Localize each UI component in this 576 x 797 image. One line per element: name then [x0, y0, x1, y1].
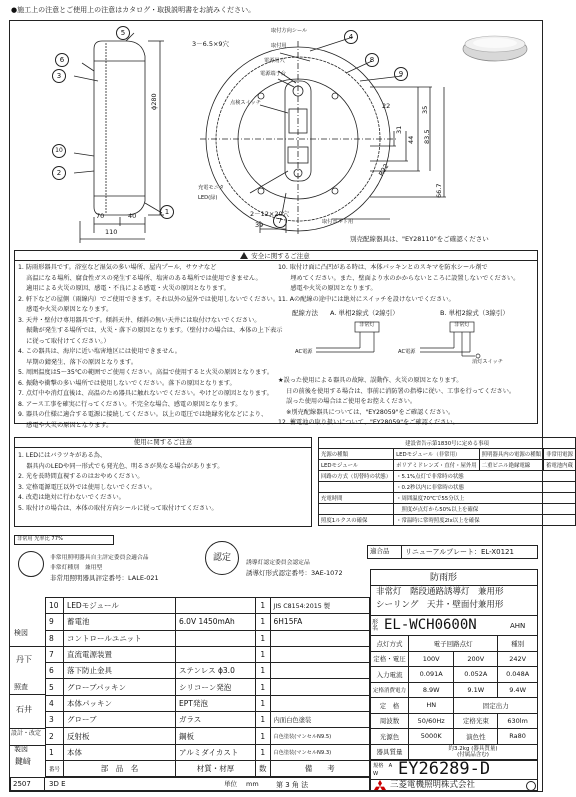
wiring-a-title: A. 単相2線式（2線引） — [330, 309, 399, 317]
renewal-label: 適合品 — [370, 547, 390, 555]
conformity-cell: 二重ピニル絶縁電線 — [479, 460, 543, 471]
spec-small: 規格 A — [373, 763, 393, 769]
label-power-hole: 電源用穴 — [264, 58, 285, 64]
safety-title: 安全に関するご注意 — [190, 252, 360, 260]
spec-value: 100V — [409, 651, 454, 667]
spec-label: 定格消費電力 — [371, 682, 409, 698]
model-number: EL-WCH0600N — [384, 617, 477, 633]
usage-list: 1. LEDにはバラツキがある為、 器具内のLEDや同一形式でも発光色、明るさが異なる場合があります。 2. 光を長時間直視するのはおやめください。 3. 定格電源電圧以外では使用しないでください。 4. 改造は絶対に行わないでください。 5. 取付けの場合は、本体の取付方向シールに従って取付けてください。 — [18, 452, 224, 512]
conformity-header: LEDモジュール（非常用） — [394, 449, 480, 460]
dim-31: 31 — [395, 125, 403, 134]
spec-value: 電子回路点灯 — [409, 636, 498, 652]
label-guide-seal: 取付方向シール — [271, 28, 308, 34]
cert-std3: 非常用照明器具評定番号：LALE-021 — [50, 574, 159, 582]
spec-value: 固定出力 — [454, 698, 538, 714]
spec-label: 演色性 — [454, 729, 498, 745]
dim-110: 110 — [105, 228, 118, 236]
label-bolt-hole: 取付ボルト用 — [322, 219, 354, 225]
parts-row: 2 反射板 鋼板 1 白色塗装(マンセルN9.5) — [46, 728, 370, 744]
usage-title: 使用に関するご注意 — [133, 438, 193, 446]
spec-value: 0.091A — [409, 667, 454, 683]
dim-40: 40 — [128, 212, 137, 220]
conformity-header: 非常用電源 — [543, 449, 575, 460]
doc-number: EY26289-D — [398, 759, 491, 779]
footer-3d: 3D E — [49, 780, 66, 788]
title-rain: 防雨形 — [430, 573, 458, 583]
dim-35: 35 — [421, 105, 429, 114]
conformity-cell: LEDモジュール — [319, 460, 394, 471]
dim-r22: R22 — [377, 162, 391, 178]
parts-row: 4 本体パッキン EPT発泡 1 — [46, 695, 370, 711]
bubble-9: 9 — [394, 67, 408, 81]
conformity-cell: ・周囲温度70℃で55分以上 — [394, 493, 576, 504]
parts-row: 3 グローブ ガラス 1 内面白色塗装 — [46, 712, 370, 728]
safety-right-bottom: ★誤った使用による器具の故障、誤動作、火災の原因となります。 日の前後を使用する場合は、事前に消防署の指導に従い、工事を行ってください。 誤った使用の場合はご使用をお控えください。 ※別売配線器具については、"EY28059"をご確認ください。 12. 蓄電池の取り扱いについて、"EY28059"をご確認ください。 — [278, 377, 516, 426]
side-label: 丹下 — [16, 655, 32, 664]
bubble-1: 1 — [160, 205, 174, 219]
spec-value: 9.1W — [454, 682, 498, 698]
renewal-value: リニューアルプレート：EL-X0121 — [405, 548, 514, 556]
wiring-ac-b: AC電源 — [398, 349, 416, 355]
bubble-10: 10 — [52, 144, 66, 158]
side-view-body — [94, 41, 145, 215]
dim-83-5: 83.5 — [423, 129, 431, 144]
label-monitor: 充電モニタ — [198, 185, 224, 191]
side-label: 照査 — [14, 683, 28, 691]
spec-value: Ra80 — [498, 729, 538, 745]
cert-std2: 非常灯種別 兼用型 — [50, 565, 103, 571]
spec-label: 周波数 — [371, 713, 409, 729]
spec-value: 8.9W — [409, 682, 454, 698]
spec-label: 種別 — [498, 636, 538, 652]
cert-seal: 認定 — [205, 541, 239, 575]
model-suffix: AHN — [510, 622, 526, 630]
side-label: 設計・改定 — [11, 730, 42, 737]
spec-value: 0.048A — [498, 667, 538, 683]
wiring-light-b: 非常灯 — [454, 322, 470, 328]
label-mount-hole: 取付用 — [271, 43, 287, 49]
footer-code: 2507 — [13, 780, 31, 788]
bubble-8: 8 — [365, 53, 379, 67]
spec-value: 630lm — [498, 713, 538, 729]
parts-row: 5 グローブパッキン シリコーン発泡 1 — [46, 679, 370, 695]
parts-row: 1 本体 アルミダイカスト 1 白色塗装(マンセルN9.3) — [46, 744, 370, 760]
spec-label: 定 格 — [371, 698, 409, 714]
conformity-cell: ・0.2秒以内に非常時の状態 — [394, 482, 576, 493]
dim-70: 70 — [96, 212, 105, 220]
spec-value: 50/60Hz — [409, 713, 454, 729]
spec-value: 9.4W — [498, 682, 538, 698]
spec-value: 242V — [498, 651, 538, 667]
conformity-cell: 蓄電池内蔵 — [543, 460, 575, 471]
warning-icon — [240, 252, 248, 259]
conformity-cell: ・常温時に常時照度2lx以上を確保 — [394, 515, 576, 526]
dim-22: 22 — [382, 102, 391, 110]
safety-left-list: 1. 防雨形器具です。浴室など湿気の多い場所、屋内プール、サウナなど 高温になる場所、腐食性ガスの発生する場所、塩害のある場所では使用できません。 適用による火災の原因、感電・不良による感電・火災の原因となります。 2. 軒下などの屋側（雨線内）でご使用できます。それ以外の屋外では使用しないでください。 感電や火災の原因となります。 3. 天井・壁付け専用器具です。傾斜天井、傾斜の無い天井には取付けないでください。 振動が発生する場所では、火災・落下の原因となります。（壁付けの場合は、本体の上下表示 に従って取付けてください。） 4. この器具は、海岸に近い塩害地区には使用できません。 早期の錆発生、落下の原因となります。 5. 周囲温度は5～35℃の範囲でご使用ください。高温で使用すると火災の原因となります。 6. 振動や衝撃の多い場所では使用しないでください。落下の原因となります。 7. 点灯中や消灯直後は、高温のため器具に触れないでください。やけどの原因となります。 8. アース工事を確実に行ってください。不完全な場合、感電の原因となります。 9. 器具の仕様に適合する電源に接続してください。以上の電圧では絶縁劣化などにより、 感電や火災の原因となります。 — [18, 264, 283, 429]
parts-header: 番号 部 品 名 材質・材厚 数 備 考 — [46, 760, 370, 776]
spec-label: 定格・電圧 — [371, 651, 409, 667]
title-line1: 非常灯 階段通路誘導灯 兼用形 — [376, 587, 504, 597]
wiring-ac-a: AC電源 — [295, 349, 313, 355]
spec-label: 入力電流 — [371, 667, 409, 683]
label-terminal: 電源端子台 — [260, 71, 286, 77]
side-label: 石井 — [16, 705, 32, 714]
spec-table — [370, 635, 538, 760]
spec-label: 光源色 — [371, 729, 409, 745]
cert-std1: 非常用照明器具自主評定委員会適合品 — [50, 555, 149, 561]
conformity-header: 光源の種類 — [319, 449, 394, 460]
cert-std5: 誘導灯形式認定番号：3AE-1072 — [246, 569, 343, 577]
dim-hole-bottom: 2－12×20穴 — [250, 210, 290, 218]
parts-row: 7 直流電源装置 1 — [46, 646, 370, 662]
model-label: 形名 — [372, 619, 379, 632]
company-name: 三菱電機照明株式会社 — [390, 780, 476, 790]
label-led-green: LED(緑) — [198, 195, 218, 201]
conformity-cell: 回路の方式（切替時の状態） — [319, 471, 394, 482]
parts-row: 8 コントロールユニット 1 — [46, 630, 370, 646]
side-label: 検図 — [14, 629, 28, 637]
dim-66-7: 66.7 — [435, 183, 443, 198]
spec-value: 5000K — [409, 729, 454, 745]
bubble-6: 6 — [55, 53, 69, 67]
footer-mm: mm — [246, 780, 259, 788]
wiring-switch: 消灯スイッチ — [472, 359, 503, 365]
conformity-header: 照明器具内の電源の種類 — [479, 449, 543, 460]
conformity-cell: 照度が点灯から50%以上を確保 — [394, 504, 576, 515]
parts-row: 10 LEDモジュール 1 JIS C8154:2015 製 — [46, 598, 370, 614]
bubble-2: 2 — [52, 166, 66, 180]
footer-unit: 単位 — [224, 780, 237, 788]
safety-right-list: 10. 取付け面に凸凹がある時は、本体パッキンとのスキマを防水シール剤で 埋めてください。また、壁面より水のかからないところに設置しないでください。 感電や火災の原因となります。 11. Aの配線の途中には絶対にスイッチを設けないでください。 — [278, 264, 520, 303]
parts-row: 6 落下防止金具 ステンレス ϕ3.0 1 — [46, 663, 370, 679]
dim-hole-top: 3－6.5×9穴 — [192, 40, 230, 48]
adapter-note: 別売配線器具は、"EY28110"をご確認ください — [350, 235, 489, 243]
label-check-switch: 点検スイッチ — [230, 100, 261, 106]
wiring-b-title: B. 単相2線式（3線引） — [440, 309, 509, 317]
dim-44: 44 — [407, 135, 415, 144]
conformity-cell: 照度1ルクスの確保 — [319, 515, 394, 526]
bubble-7: 7 — [273, 214, 287, 228]
mitsubishi-logo-icon — [374, 780, 386, 791]
registered-circle — [526, 781, 536, 791]
title-line2: シーリング 天井・壁面付兼用形 — [376, 600, 504, 610]
cert-std4: 誘導灯認定委員会認定品 — [246, 560, 310, 566]
wiring-method: 配線方法 — [292, 309, 318, 317]
footer-angle: 第 3 角 法 — [276, 781, 309, 789]
parts-row: 9 蓄電池 6.0V 1450mAh 1 6H15FA — [46, 614, 370, 630]
spec-label: 点灯方式 — [371, 636, 409, 652]
bubble-3: 3 — [52, 69, 66, 83]
conformity-cell: ・5.1%点灯で非常時の状態 — [394, 471, 576, 482]
spec-mark: W — [373, 771, 379, 777]
conformity-cell: ポリアミドレンズ・直付・屋外用 — [394, 460, 480, 471]
side-label: 鍵﨑 — [15, 757, 31, 766]
bubble-4: 4 — [344, 30, 358, 44]
dim-280: ϕ280 — [150, 93, 158, 110]
spec-label: 定格光束 — [454, 713, 498, 729]
spec-value: 0.052A — [454, 667, 498, 683]
parts-table — [45, 597, 370, 777]
header-note: ●施工上の注意とご使用上の注意はカタログ・取扱説明書をお読みください。 — [11, 6, 256, 14]
wiring-light-a: 非常灯 — [359, 322, 375, 328]
conformity-cell: 充電時間 — [319, 493, 394, 504]
spec-value: HN — [409, 698, 454, 714]
side-label: 製図 — [14, 745, 28, 753]
spec-label: 器具質量 — [371, 744, 409, 760]
dim-39: 39 — [255, 221, 264, 229]
parts-side-labels — [10, 597, 45, 777]
spec-value: 200V — [454, 651, 498, 667]
spec-value: 約3.2kg (器具質量) (付属品含む) — [409, 744, 538, 760]
cert-logo-left — [18, 551, 44, 577]
conformity-title: 建設省告示第1830号に定める事項 — [319, 438, 576, 449]
rating-label: 非常用 光率比 77% — [17, 536, 63, 542]
bubble-5: 5 — [116, 26, 130, 40]
conformity-table — [318, 437, 576, 526]
